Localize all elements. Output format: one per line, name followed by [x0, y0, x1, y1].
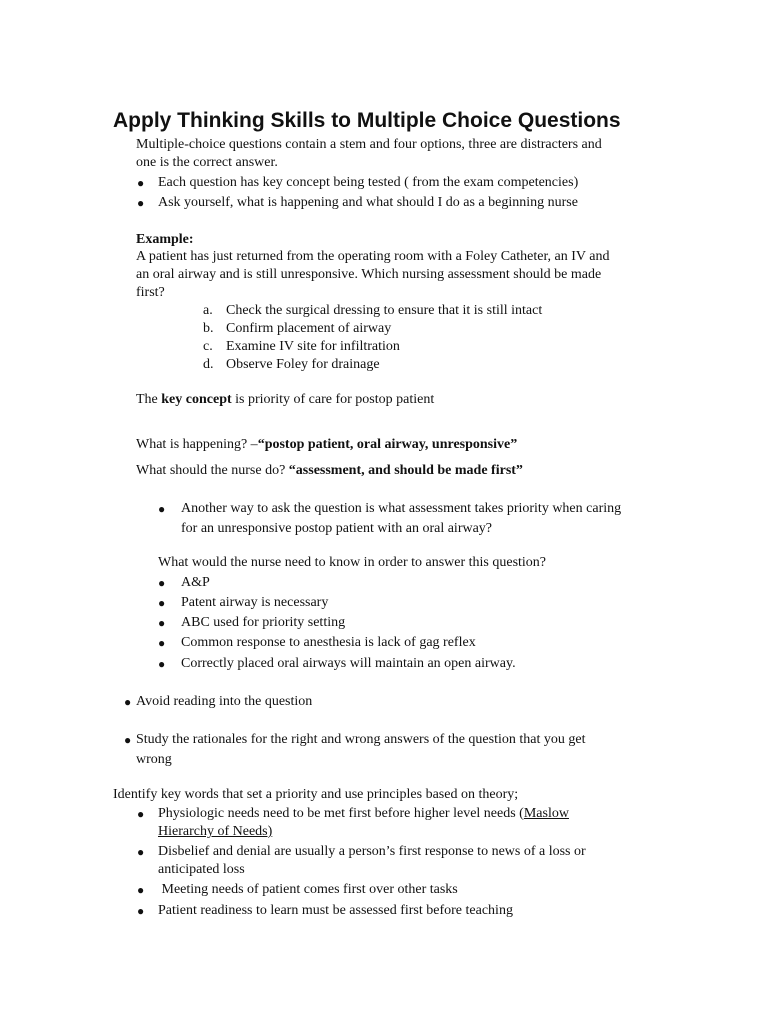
another-way-line-1: Another way to ask the question is what assessment takes priority when caring — [181, 501, 622, 516]
identify-bullet-2-line-2: anticipated loss — [158, 862, 245, 877]
option-text-c: Examine IV site for infiltration — [226, 339, 400, 354]
need-to-know-question: What would the nurse need to know in order to answer this question? — [158, 555, 547, 570]
bullet-icon: ● — [158, 502, 166, 516]
should-do-prefix: What should the nurse do? — [136, 463, 289, 478]
example-heading: Example: — [136, 232, 194, 247]
identify-heading: Identify key words that set a priority and use principles based on theory; — [113, 787, 519, 802]
identify-bullet-1-line-2 — [158, 823, 272, 841]
should-do-line — [136, 462, 523, 480]
bullet-icon: ● — [158, 596, 166, 610]
option-letter-a: a. — [203, 303, 213, 318]
bullet-icon: ● — [158, 636, 166, 650]
example-stem-line-1: A patient has just returned from the operating room with a Foley Catheter, an IV and — [136, 249, 610, 264]
need-to-know-item: Patent airway is necessary — [181, 595, 329, 610]
bullet-icon: ● — [158, 616, 166, 630]
bullet-icon: ● — [124, 695, 132, 709]
happening-line — [136, 436, 517, 454]
another-way-line-2: for an unresponsive postop patient with an oral airway? — [181, 521, 493, 536]
option-text-d: Observe Foley for drainage — [226, 357, 380, 372]
key-concept-suffix: is priority of care for postop patient — [231, 392, 435, 407]
bullet-icon: ● — [158, 657, 166, 671]
example-stem-line-3: first? — [136, 285, 165, 300]
avoid-item: Avoid reading into the question — [136, 694, 313, 709]
bullet-icon: ● — [137, 904, 145, 918]
intro-line-2: one is the correct answer. — [136, 155, 278, 170]
page-title: Apply Thinking Skills to Multiple Choice Questions — [113, 109, 621, 132]
option-letter-d: d. — [203, 357, 214, 372]
identify-bullet-1-line-1 — [158, 805, 569, 823]
identify-bullet-4: Patient readiness to learn must be assessed first before teaching — [158, 903, 513, 918]
happening-bold: “postop patient, oral airway, unresponsive” — [257, 437, 518, 452]
should-do-bold: “assessment, and should be made first” — [288, 463, 523, 478]
option-text-b: Confirm placement of airway — [226, 321, 392, 336]
key-concept-bold: key concept — [161, 392, 232, 407]
intro-bullet-1: Each question has key concept being tested ( from the exam competencies) — [158, 175, 579, 190]
maslow-prefix: Physiologic needs need to be met first before higher level needs ( — [158, 806, 524, 821]
need-to-know-item: A&P — [181, 575, 210, 590]
happening-prefix: What is happening? – — [136, 437, 258, 452]
option-letter-c: c. — [203, 339, 213, 354]
study-line-1: Study the rationales for the right and wrong answers of the question that you get — [136, 732, 586, 747]
option-text-a: Check the surgical dressing to ensure that it is still intact — [226, 303, 543, 318]
need-to-know-item: Common response to anesthesia is lack of gag reflex — [181, 635, 476, 650]
identify-bullet-3: Meeting needs of patient comes first over other tasks — [158, 882, 458, 897]
bullet-icon: ● — [137, 196, 145, 210]
intro-bullet-2: Ask yourself, what is happening and what should I do as a beginning nurse — [158, 195, 578, 210]
intro-line-1: Multiple-choice questions contain a stem and four options, three are distracters and — [136, 137, 602, 152]
maslow-link-cont: Hierarchy of Needs) — [158, 824, 273, 839]
key-concept-prefix: The — [136, 392, 162, 407]
bullet-icon: ● — [137, 845, 145, 859]
bullet-icon: ● — [158, 576, 166, 590]
bullet-icon: ● — [137, 807, 145, 821]
example-stem-line-2: an oral airway and is still unresponsive. Which nursing assessment should be made — [136, 267, 602, 282]
key-concept-line — [136, 391, 434, 409]
bullet-icon: ● — [124, 733, 132, 747]
study-line-2: wrong — [136, 752, 172, 767]
identify-bullet-2-line-1: Disbelief and denial are usually a person’s first response to news of a loss or — [158, 844, 586, 859]
option-letter-b: b. — [203, 321, 214, 336]
need-to-know-item: ABC used for priority setting — [181, 615, 346, 630]
bullet-icon: ● — [137, 883, 145, 897]
need-to-know-item: Correctly placed oral airways will maintain an open airway. — [181, 656, 516, 671]
bullet-icon: ● — [137, 176, 145, 190]
maslow-link: Maslow — [523, 806, 569, 821]
